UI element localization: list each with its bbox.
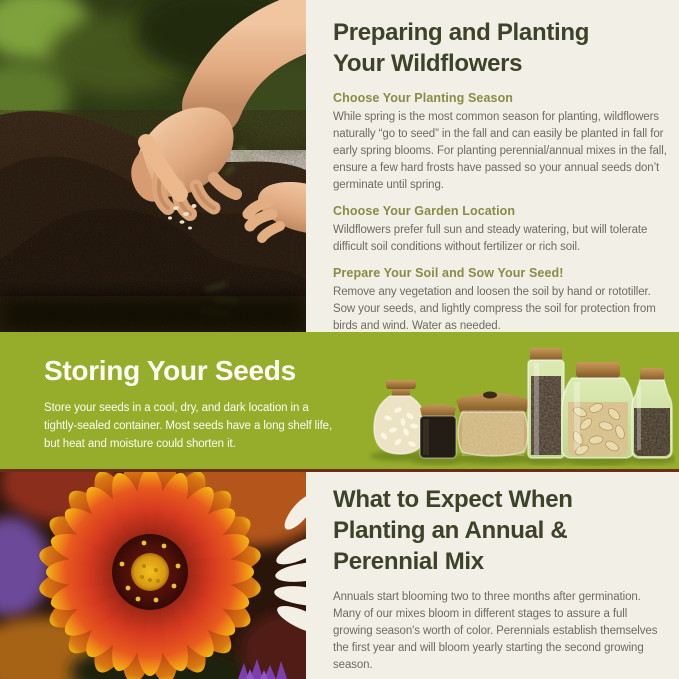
planting-season-item [333, 90, 669, 194]
prepare-soil-title: Prepare Your Soil and Sow Your Seed! [333, 266, 564, 280]
garden-location-title: Choose Your Garden Location [333, 204, 516, 218]
blanket-flower-photo [0, 472, 306, 679]
section-what-to-expect [0, 472, 679, 679]
expect-text-panel [306, 472, 679, 679]
section-storing-seeds [0, 332, 679, 472]
seed-jars-photo [368, 340, 675, 466]
planting-season-title: Choose Your Planting Season [333, 91, 514, 105]
prepare-soil-item [333, 265, 669, 335]
storing-heading: Storing Your Seeds [44, 355, 296, 386]
expect-body: Annuals start blooming two to three months after germination. Many of our mixes bloom in different stages to assure a full growing season's worth of color. Perennials establish themselves the first year and will bloom yearly starting the second growing season. [333, 591, 658, 671]
section-preparing-planting [0, 0, 679, 332]
sowing-seeds-photo [0, 0, 306, 332]
storing-text-block [44, 354, 344, 453]
preparing-heading: Preparing and Planting Your Wildflowers [333, 19, 590, 77]
planting-season-body: While spring is the most common season for planting, wildflowers naturally “go to seed” in the fall and can easily be planted in fall for early spring blooms. For planting perennial/annual mixes in the fall, ensure a few hard frosts have passed so your annual seeds don’t germinate until spring. [333, 111, 667, 191]
garden-location-body: Wildflowers prefer full sun and steady watering, but will tolerate difficult soil conditions without fertilizer or rich soil. [333, 224, 648, 253]
storing-body: Store your seeds in a cool, dry, and dark location in a tightly-sealed container. Most seeds have a long shelf life, but heat and moisture could shorten it. [44, 402, 333, 450]
prepare-soil-body: Remove any vegetation and loosen the soil by hand or rototiller. Sow your seeds, and lightly compress the soil for protection from birds and wind. Water as needed. [333, 286, 656, 332]
garden-location-item [333, 203, 669, 256]
preparing-text-panel [306, 0, 679, 332]
expect-heading: What to Expect When Planting an Annual & Perennial Mix [333, 486, 573, 575]
